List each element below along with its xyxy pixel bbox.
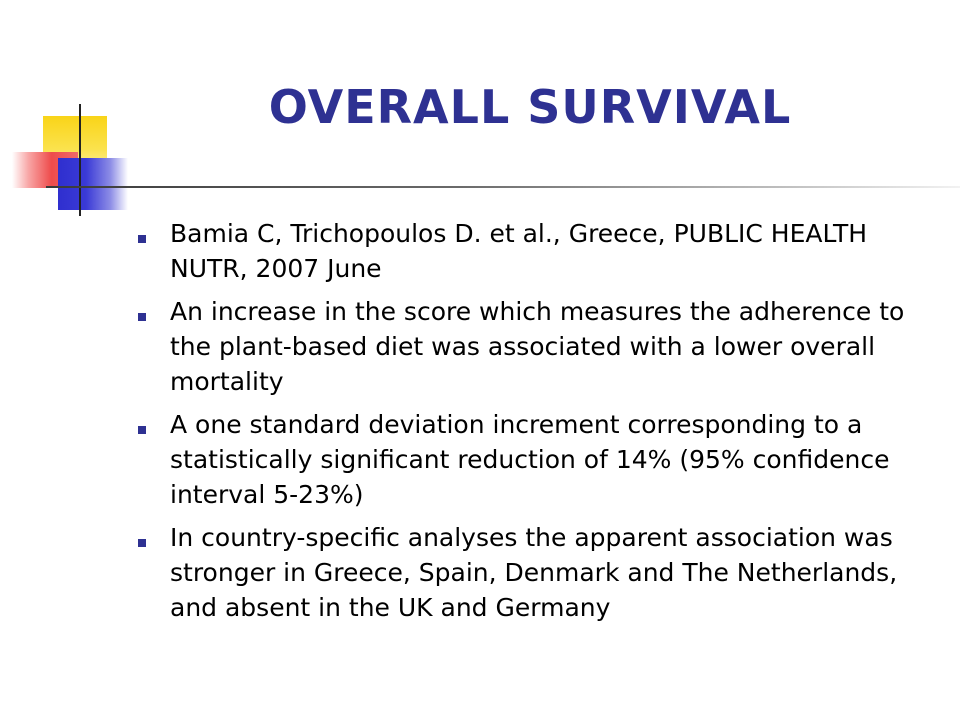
- decorative-vertical-line: [79, 104, 81, 216]
- bullet-text: In country-specific analyses the apparent association was stronger in Greece, Spain, Denmark and The Netherlands, and absent in the UK and Germany: [170, 523, 898, 622]
- square-bullet-icon: [138, 539, 146, 547]
- bullet-item: [134, 294, 934, 399]
- bullet-text: A one standard deviation increment corresponding to a statistically significant reduction of 14% (95% confidence interval 5-23%): [170, 410, 890, 509]
- bullet-item: [134, 407, 934, 512]
- bullet-list: [134, 216, 934, 633]
- square-bullet-icon: [138, 235, 146, 243]
- bullet-text: Bamia C, Trichopoulos D. et al., Greece, PUBLIC HEALTH NUTR, 2007 June: [170, 219, 868, 283]
- decorative-blue-square: [58, 158, 128, 210]
- square-bullet-icon: [138, 313, 146, 321]
- bullet-item: [134, 520, 934, 625]
- square-bullet-icon: [138, 426, 146, 434]
- title-divider-line: [46, 186, 960, 188]
- slide-title: OVERALL SURVIVAL: [268, 80, 792, 134]
- bullet-item: [134, 216, 934, 286]
- bullet-text: An increase in the score which measures the adherence to the plant-based diet was associated with a lower overall mortality: [170, 297, 905, 396]
